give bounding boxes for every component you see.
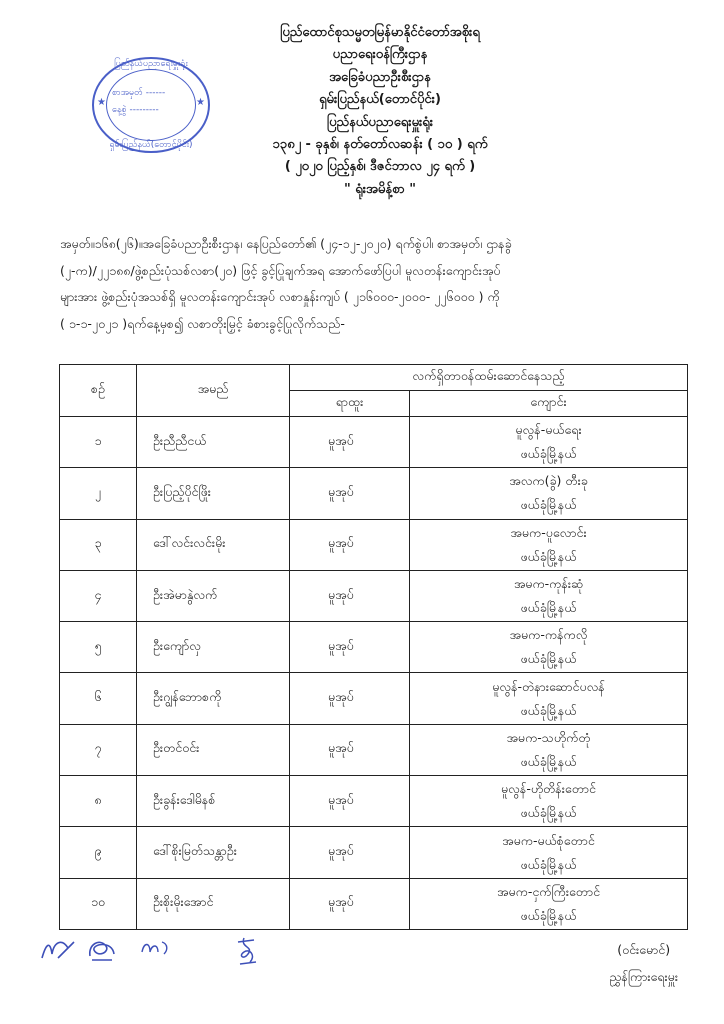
signer-name: (ဝင်းမောင်)	[617, 942, 671, 957]
row-school	[410, 468, 688, 519]
header-government-line: ပြည်ထောင်စုသမ္မတမြန်မာနိုင်ငံတော်အစိုးရ	[280, 25, 480, 40]
school-township: ဖယ်ခုံမြို့နယ်	[520, 446, 577, 462]
row-school	[410, 827, 688, 878]
header-region-line: ရှမ်းပြည်နယ်(တောင်ပိုင်း)	[319, 92, 441, 108]
row-school	[410, 673, 688, 724]
school-name: အမက-မယ်စုံတောင်	[502, 832, 595, 848]
row-serial-no: ၂	[60, 468, 137, 519]
paragraph-line: များအား ဖွဲ့စည်းပုံအသစ်ရှိ မူလတန်းကျောင်းအုပ် လစာနှုန်းကျပ် ( ၂၁၆၀၀၀-၂၀၀၀- ၂၂၆၀၀၀ ) ကို	[60, 289, 500, 304]
stamp-reference-field: စာအမှတ် ------	[112, 88, 166, 98]
school-township: ဖယ်ခုံမြို့နယ်	[520, 548, 577, 564]
row-name: ဦးအဲမာနွဲလက်	[137, 570, 290, 621]
staff-table	[59, 364, 688, 930]
table-row	[60, 417, 688, 468]
header-ministry-line: ပညာရေးဝန်ကြီးဌာန	[332, 47, 428, 63]
school-name: မူလွန်-မယ်ရေး	[515, 422, 582, 438]
row-serial-no: ၈	[60, 776, 137, 827]
row-school	[410, 519, 688, 570]
row-rank: မူအုပ်	[290, 417, 410, 468]
header-office-line: ပြည်နယ်ပညာရေးမှူးရုံး	[326, 114, 434, 130]
row-rank: မူအုပ်	[290, 673, 410, 724]
school-township: ဖယ်ခုံမြို့နယ်	[520, 805, 577, 821]
table-body	[60, 417, 688, 930]
table-row	[60, 776, 688, 827]
header-serial-no: စဉ်	[60, 365, 137, 417]
header-department-line: အခြေခံပညာဦးစီးဌာန	[329, 69, 431, 85]
row-name: ဦးပြည့်ပိုင်ဖြိုး	[137, 468, 290, 519]
row-rank: မူအုပ်	[290, 468, 410, 519]
paragraph-line: ( ၁-၁-၂၀၂၁ )ရက်နေ့မှစ၍ လစာတိုးမြှင့် ခံစားခွင့်ပြုလိုက်သည်-	[60, 315, 345, 331]
header-current-post: လက်ရှိတာဝန်ထမ်းဆောင်နေသည့်	[290, 365, 688, 391]
row-serial-no: ၁၀	[60, 878, 137, 929]
signature-3	[138, 934, 172, 962]
school-township: ဖယ်ခုံမြို့နယ်	[520, 497, 577, 513]
header-name: အမည်	[137, 365, 290, 417]
row-school	[410, 776, 688, 827]
star-icon: ★	[196, 97, 205, 108]
row-serial-no: ၃	[60, 519, 137, 570]
table-row	[60, 827, 688, 878]
school-name: အမက-ငှက်ကြီးတောင်	[496, 883, 601, 899]
stamp-bottom-text: ရှမ်းပြည်နယ်(တောင်ပိုင်း)	[109, 140, 193, 150]
school-name: အမက-ကန်ကလို	[509, 627, 588, 643]
row-name: ဒေါ်လင်းလင်းမိုး	[137, 519, 290, 570]
row-name: ဦးတင်ဝင်း	[137, 724, 290, 775]
paragraph-line: အမှတ်။၁၆၈(၂၆)။အခြေခံပညာဦးစီးဌာန၊ နေပြည်တော်၏ (၂၄-၁၂-၂၀၂၀) ရက်စွဲပါ၊ စာအမှတ်၊ ဌာနခွဲ	[60, 236, 512, 251]
stamp-date-field: နေ့စွဲ ---------	[112, 105, 159, 115]
star-icon: ★	[97, 97, 106, 108]
signer-title: ညွှန်ကြားရေးမှူး	[609, 969, 678, 984]
row-serial-no: ၇	[60, 724, 137, 775]
row-serial-no: ၁	[60, 417, 137, 468]
row-school	[410, 878, 688, 929]
table-row	[60, 673, 688, 724]
signature-2	[84, 934, 120, 966]
row-name: ဒေါ်စိုးမြတ်သန္တာဦး	[137, 827, 290, 878]
row-school	[410, 622, 688, 673]
row-name: ဦးဂျွန်ဘောစကို	[137, 673, 290, 724]
signer-block	[609, 936, 678, 990]
order-paragraph	[60, 231, 680, 337]
row-serial-no: ၆	[60, 673, 137, 724]
header-gregorian-date: ( ၂၀၂၀ ပြည့်နှစ်၊ ဒီဇင်ဘာလ ၂၄ ရက် )	[284, 159, 476, 175]
school-name: အမက-ပူလောင်း	[510, 524, 587, 540]
header-myanmar-date: ၁၃၈၂ - ခုနှစ်၊ နတ်တော်လဆန်း ( ၁၀ ) ရက်	[272, 137, 488, 153]
row-name: ဦးညီညီငယ်	[137, 417, 290, 468]
table-row	[60, 724, 688, 775]
school-township: ဖယ်ခုံမြို့နယ်	[520, 600, 577, 616]
stamp-top-text: ပြည်နယ်ပညာရေးမှူးရုံး	[114, 59, 188, 69]
table-row	[60, 468, 688, 519]
row-rank: မူအုပ်	[290, 724, 410, 775]
school-township: ဖယ်ခုံမြို့နယ်	[520, 651, 577, 667]
row-serial-no: ၄	[60, 570, 137, 621]
table-row	[60, 622, 688, 673]
row-school	[410, 724, 688, 775]
table-row	[60, 519, 688, 570]
row-serial-no: ၅	[60, 622, 137, 673]
school-township: ဖယ်ခုံမြို့နယ်	[520, 907, 577, 923]
row-name: ဦးစိုးမိုးအောင်	[137, 878, 290, 929]
school-township: ဖယ်ခုံမြို့နယ်	[520, 753, 577, 769]
row-school	[410, 570, 688, 621]
school-name: အလက(ခွဲ) တီးခု	[509, 473, 588, 489]
header-rank: ရာထူး	[290, 391, 410, 417]
school-name: မူလွန်-ဟိုတိန်းတောင်	[501, 781, 596, 797]
row-rank: မူအုပ်	[290, 878, 410, 929]
school-name: အမက-ကုန်းဆုံ	[513, 576, 584, 592]
row-rank: မူအုပ်	[290, 776, 410, 827]
paragraph-line: (၂-က)/၂၂၁၈၈/ဖွဲ့စည်းပုံသစ်လစာ(၂၀) ဖြင့် ခွင့်ပြုချက်အရ အောက်ဖော်ပြပါ မူလတန်းကျောင်းအုပ်	[60, 262, 501, 278]
row-rank: မူအုပ်	[290, 622, 410, 673]
row-rank: မူအုပ်	[290, 570, 410, 621]
row-rank: မူအုပ်	[290, 827, 410, 878]
signature-1	[38, 934, 78, 966]
table-row	[60, 878, 688, 929]
row-rank: မူအုပ်	[290, 519, 410, 570]
document-title: " ရုံးအမိန့်စာ "	[343, 181, 417, 197]
table-row	[60, 570, 688, 621]
school-township: ဖယ်ခုံမြို့နယ်	[520, 702, 577, 718]
row-name: ဦးကျော်လှ	[137, 622, 290, 673]
school-name: မူလွန်-တဲနားဆောင်ပလန်	[492, 678, 605, 694]
school-name: အမက-သဟိုက်တုံ	[506, 729, 591, 745]
official-stamp	[92, 57, 210, 153]
committee-signatures	[38, 934, 278, 968]
row-serial-no: ၉	[60, 827, 137, 878]
row-name: ဦးခွန်းဒေါမိနစ်	[137, 776, 290, 827]
school-township: ဖယ်ခုံမြို့နယ်	[520, 856, 577, 872]
header-school: ကျောင်း	[410, 391, 688, 417]
row-school	[410, 417, 688, 468]
signature-4	[230, 934, 264, 968]
